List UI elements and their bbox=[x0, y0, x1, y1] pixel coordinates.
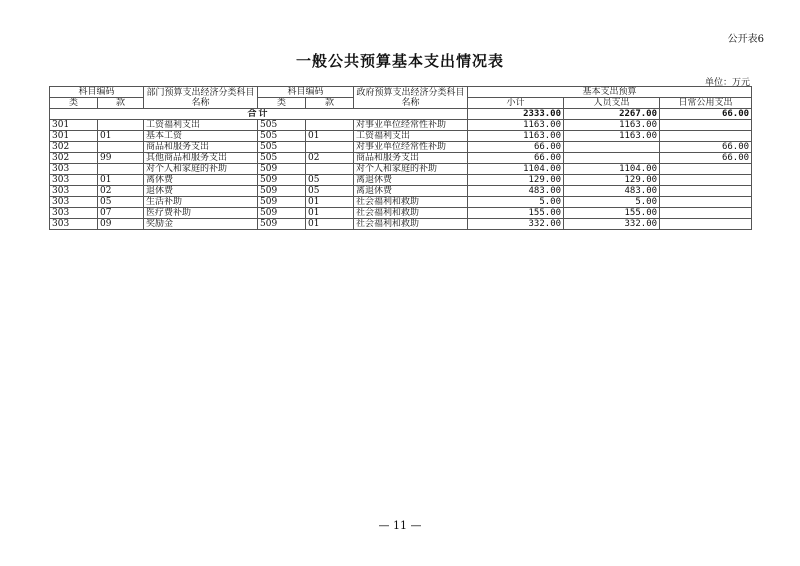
personnel-cell bbox=[564, 153, 660, 164]
dept-class-header: 类 bbox=[50, 98, 98, 109]
gov-item-cell bbox=[306, 164, 354, 175]
table-row bbox=[50, 164, 752, 175]
gov-name-cell: 对个人和家庭的补助 bbox=[354, 164, 468, 175]
public-use-header: 日常公用支出 bbox=[660, 98, 752, 109]
subtotal-cell: 5.00 bbox=[468, 197, 564, 208]
dept-name-cell: 离休费 bbox=[144, 175, 258, 186]
dept-item-cell bbox=[98, 120, 144, 131]
gov-name-cell: 社会福利和救助 bbox=[354, 197, 468, 208]
budget-group-header: 基本支出预算 bbox=[468, 87, 752, 98]
dept-name-cell: 医疗费补助 bbox=[144, 208, 258, 219]
dept-class-cell: 303 bbox=[50, 197, 98, 208]
gov-class-cell: 505 bbox=[258, 142, 306, 153]
budget-table bbox=[49, 86, 752, 230]
dept-item-cell: 01 bbox=[98, 175, 144, 186]
personnel-cell: 1163.00 bbox=[564, 120, 660, 131]
personnel-cell: 155.00 bbox=[564, 208, 660, 219]
public-use-cell bbox=[660, 175, 752, 186]
dept-class-cell: 303 bbox=[50, 164, 98, 175]
dept-item-cell: 09 bbox=[98, 219, 144, 230]
table-row bbox=[50, 131, 752, 142]
table-row bbox=[50, 219, 752, 230]
gov-item-cell bbox=[306, 142, 354, 153]
gov-class-header: 类 bbox=[258, 98, 306, 109]
gov-name-cell: 对事业单位经常性补助 bbox=[354, 142, 468, 153]
public-use-cell bbox=[660, 164, 752, 175]
subtotal-cell: 483.00 bbox=[468, 186, 564, 197]
dept-item-header: 款 bbox=[98, 98, 144, 109]
dept-name-cell: 商品和服务支出 bbox=[144, 142, 258, 153]
subtotal-cell: 1104.00 bbox=[468, 164, 564, 175]
dept-item-cell bbox=[98, 142, 144, 153]
dept-name-cell: 对个人和家庭的补助 bbox=[144, 164, 258, 175]
public-use-cell: 66.00 bbox=[660, 142, 752, 153]
total-label: 合计 bbox=[50, 109, 468, 120]
dept-name-cell: 退休费 bbox=[144, 186, 258, 197]
public-use-cell bbox=[660, 197, 752, 208]
subtotal-cell: 129.00 bbox=[468, 175, 564, 186]
personnel-cell: 1163.00 bbox=[564, 131, 660, 142]
gov-item-cell: 05 bbox=[306, 186, 354, 197]
public-use-cell bbox=[660, 120, 752, 131]
public-use-cell bbox=[660, 131, 752, 142]
gov-name-cell: 工资福利支出 bbox=[354, 131, 468, 142]
gov-name-header: 政府预算支出经济分类科目名称 bbox=[354, 87, 468, 109]
dept-item-cell: 02 bbox=[98, 186, 144, 197]
unit-label: 单位：万元 bbox=[704, 78, 750, 88]
dept-name-header: 部门预算支出经济分类科目名称 bbox=[144, 87, 258, 109]
total-subtotal: 2333.00 bbox=[468, 109, 564, 120]
public-use-cell: 66.00 bbox=[660, 153, 752, 164]
dept-name-cell: 工资福利支出 bbox=[144, 120, 258, 131]
page-title: 一般公共预算基本支出情况表 bbox=[295, 52, 504, 70]
page-number: — 11 — bbox=[378, 519, 422, 532]
table-row bbox=[50, 186, 752, 197]
subtotal-cell: 1163.00 bbox=[468, 131, 564, 142]
gov-item-header: 款 bbox=[306, 98, 354, 109]
table-row bbox=[50, 153, 752, 164]
dept-item-cell: 01 bbox=[98, 131, 144, 142]
dept-item-cell: 07 bbox=[98, 208, 144, 219]
gov-class-cell: 509 bbox=[258, 186, 306, 197]
gov-item-cell: 05 bbox=[306, 175, 354, 186]
header-row-1 bbox=[50, 87, 752, 98]
subtotal-cell: 155.00 bbox=[468, 208, 564, 219]
subtotal-cell: 1163.00 bbox=[468, 120, 564, 131]
gov-item-cell bbox=[306, 120, 354, 131]
subtotal-header: 小计 bbox=[468, 98, 564, 109]
total-row bbox=[50, 109, 752, 120]
personnel-cell: 332.00 bbox=[564, 219, 660, 230]
gov-item-cell: 02 bbox=[306, 153, 354, 164]
gov-name-cell: 对事业单位经常性补助 bbox=[354, 120, 468, 131]
public-use-cell bbox=[660, 208, 752, 219]
public-use-cell bbox=[660, 219, 752, 230]
dept-name-cell: 其他商品和服务支出 bbox=[144, 153, 258, 164]
gov-class-cell: 505 bbox=[258, 120, 306, 131]
personnel-cell: 129.00 bbox=[564, 175, 660, 186]
dept-item-cell bbox=[98, 164, 144, 175]
table-row bbox=[50, 197, 752, 208]
dept-class-cell: 303 bbox=[50, 208, 98, 219]
gov-code-header: 科目编码 bbox=[258, 87, 354, 98]
gov-class-cell: 509 bbox=[258, 197, 306, 208]
dept-class-cell: 302 bbox=[50, 153, 98, 164]
dept-name-cell: 奖励金 bbox=[144, 219, 258, 230]
gov-class-cell: 505 bbox=[258, 131, 306, 142]
form-number: 公开表6 bbox=[727, 34, 764, 45]
gov-class-cell: 509 bbox=[258, 164, 306, 175]
gov-class-cell: 505 bbox=[258, 153, 306, 164]
personnel-cell: 1104.00 bbox=[564, 164, 660, 175]
dept-name-cell: 生活补助 bbox=[144, 197, 258, 208]
dept-item-cell: 99 bbox=[98, 153, 144, 164]
subtotal-cell: 66.00 bbox=[468, 142, 564, 153]
gov-class-cell: 509 bbox=[258, 175, 306, 186]
public-use-cell bbox=[660, 186, 752, 197]
total-personnel: 2267.00 bbox=[564, 109, 660, 120]
gov-name-cell: 商品和服务支出 bbox=[354, 153, 468, 164]
dept-class-cell: 303 bbox=[50, 219, 98, 230]
table-row bbox=[50, 175, 752, 186]
gov-name-cell: 社会福利和救助 bbox=[354, 208, 468, 219]
subtotal-cell: 66.00 bbox=[468, 153, 564, 164]
gov-item-cell: 01 bbox=[306, 131, 354, 142]
dept-name-cell: 基本工资 bbox=[144, 131, 258, 142]
dept-class-cell: 303 bbox=[50, 186, 98, 197]
gov-name-cell: 社会福利和救助 bbox=[354, 219, 468, 230]
subtotal-cell: 332.00 bbox=[468, 219, 564, 230]
dept-class-cell: 303 bbox=[50, 175, 98, 186]
personnel-cell: 5.00 bbox=[564, 197, 660, 208]
gov-item-cell: 01 bbox=[306, 219, 354, 230]
personnel-header: 人员支出 bbox=[564, 98, 660, 109]
dept-class-cell: 302 bbox=[50, 142, 98, 153]
gov-item-cell: 01 bbox=[306, 197, 354, 208]
dept-class-cell: 301 bbox=[50, 131, 98, 142]
table-row bbox=[50, 208, 752, 219]
personnel-cell bbox=[564, 142, 660, 153]
gov-name-cell: 离退休费 bbox=[354, 175, 468, 186]
gov-class-cell: 509 bbox=[258, 219, 306, 230]
dept-code-header: 科目编码 bbox=[50, 87, 144, 98]
gov-item-cell: 01 bbox=[306, 208, 354, 219]
dept-class-cell: 301 bbox=[50, 120, 98, 131]
personnel-cell: 483.00 bbox=[564, 186, 660, 197]
total-public-use: 66.00 bbox=[660, 109, 752, 120]
dept-item-cell: 05 bbox=[98, 197, 144, 208]
gov-class-cell: 509 bbox=[258, 208, 306, 219]
gov-name-cell: 离退休费 bbox=[354, 186, 468, 197]
table-row bbox=[50, 142, 752, 153]
table-row bbox=[50, 120, 752, 131]
